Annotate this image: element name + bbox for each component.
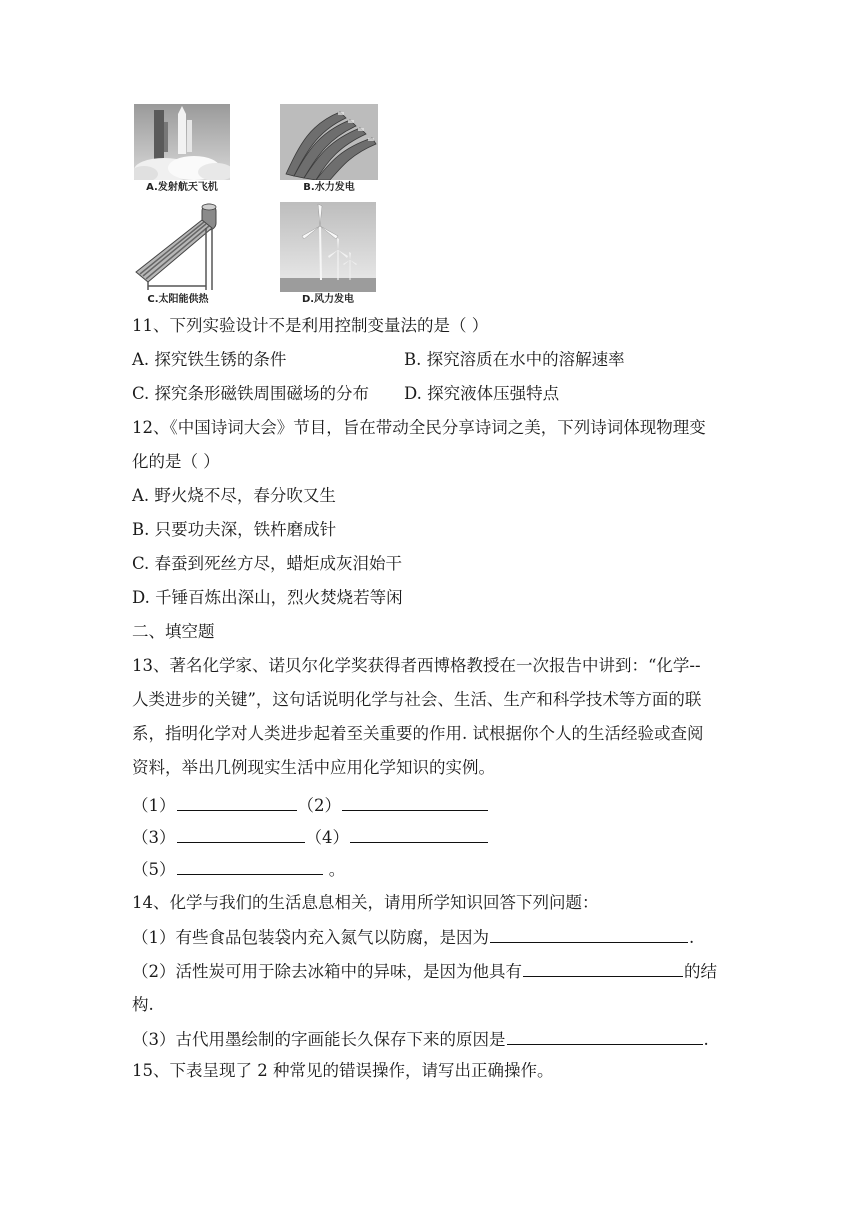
- q14-part1: [132, 926, 732, 949]
- blank-number: （4）: [305, 828, 349, 847]
- answer-blank-3[interactable]: [177, 826, 305, 843]
- wind-turbine-photo-icon: [280, 202, 376, 292]
- figure-hydro-power: [280, 104, 378, 194]
- q11-option-a: A. 探究铁生锈的条件: [132, 350, 287, 369]
- blank-number: （3）: [132, 828, 176, 847]
- solar-water-heater-photo-icon: [132, 200, 224, 292]
- figure-caption: C.太阳能供热: [147, 294, 209, 305]
- q13-blanks-row3: [132, 858, 732, 881]
- blank-number: （2）: [297, 796, 341, 815]
- q13-blanks-row1: [132, 794, 732, 817]
- figure-caption: A.发射航天飞机: [146, 182, 218, 193]
- blank-number: （5）: [132, 860, 176, 879]
- q11-option-d: D. 探究液体压强特点: [404, 384, 560, 403]
- q11-options-ab: [132, 349, 732, 371]
- q12-stem-line1: 12、《中国诗词大会》节目，旨在带动全民分享诗词之美，下列诗词体现物理变: [132, 418, 706, 437]
- q13-line4: 资料，举出几例现实生活中应用化学知识的实例。: [132, 758, 495, 777]
- q14-part3-end: .: [703, 1030, 709, 1049]
- q14-stem: 14、化学与我们的生活息息相关，请用所学知识回答下列问题：: [132, 893, 599, 912]
- answer-blank-1[interactable]: [177, 794, 297, 811]
- q14-part2-cont: 构.: [132, 995, 154, 1014]
- hydro-turbine-photo-icon: [280, 104, 378, 180]
- q11-options-cd: [132, 383, 732, 405]
- figure-caption: B.水力发电: [303, 182, 355, 193]
- answer-blank-q14-3[interactable]: [507, 1028, 703, 1045]
- figure-rocket-launch: [134, 104, 230, 194]
- q13-line1: 13、著名化学家、诺贝尔化学奖获得者西博格教授在一次报告中讲到：“化学--: [132, 656, 701, 675]
- figure-wind-power: [280, 202, 376, 306]
- q12-option-b: B. 只要功夫深，铁杵磨成针: [132, 520, 337, 539]
- figure-caption: D.风力发电: [301, 294, 355, 305]
- answer-blank-q14-1[interactable]: [490, 926, 688, 943]
- q11-option-c: C. 探究条形磁铁周围磁场的分布: [132, 384, 370, 403]
- section-heading: 二、填空题: [132, 622, 215, 641]
- q12-option-a: A. 野火烧不尽，春分吹又生: [132, 486, 336, 505]
- q13-blanks-row2: [132, 826, 732, 849]
- blank-number: （1）: [132, 796, 176, 815]
- q12-option-c: C. 春蚕到死丝方尽，蜡炬成灰泪始干: [132, 554, 403, 573]
- rocket-launch-photo-icon: [134, 104, 230, 180]
- answer-blank-4[interactable]: [350, 826, 488, 843]
- q13-line3: 系，指明化学对人类进步起着至关重要的作用. 试根据你个人的生活经验或查阅: [132, 724, 704, 743]
- q11-option-b: B. 探究溶质在水中的溶解速率: [404, 350, 625, 369]
- q14-part3-text: （3）古代用墨绘制的字画能长久保存下来的原因是: [132, 1030, 506, 1049]
- q13-line2: 人类进步的关键”，这句话说明化学与社会、生活、生产和科学技术等方面的联: [132, 690, 702, 709]
- q14-part2-end: 的结: [684, 962, 717, 981]
- q15-stem: 15、下表呈现了 2 种常见的错误操作，请写出正确操作。: [132, 1061, 554, 1080]
- figure-solar-heating: [132, 200, 224, 306]
- answer-blank-q14-2[interactable]: [523, 960, 683, 977]
- q14-part1-end: .: [689, 928, 695, 947]
- q11-stem: 11、下列实验设计不是利用控制变量法的是（ ）: [132, 316, 489, 335]
- sentence-end: 。: [323, 860, 346, 879]
- answer-blank-2[interactable]: [342, 794, 488, 811]
- q14-part1-text: （1）有些食品包装袋内充入氮气以防腐，是因为: [132, 928, 489, 947]
- q14-part3: [132, 1028, 732, 1051]
- q14-part2-text: （2）活性炭可用于除去冰箱中的异味，是因为他具有: [132, 962, 522, 981]
- q14-part2: [132, 960, 732, 983]
- q12-stem-line2: 化的是（ ）: [132, 452, 220, 471]
- answer-blank-5[interactable]: [177, 858, 323, 875]
- q12-option-d: D. 千锤百炼出深山，烈火焚烧若等闲: [132, 588, 403, 607]
